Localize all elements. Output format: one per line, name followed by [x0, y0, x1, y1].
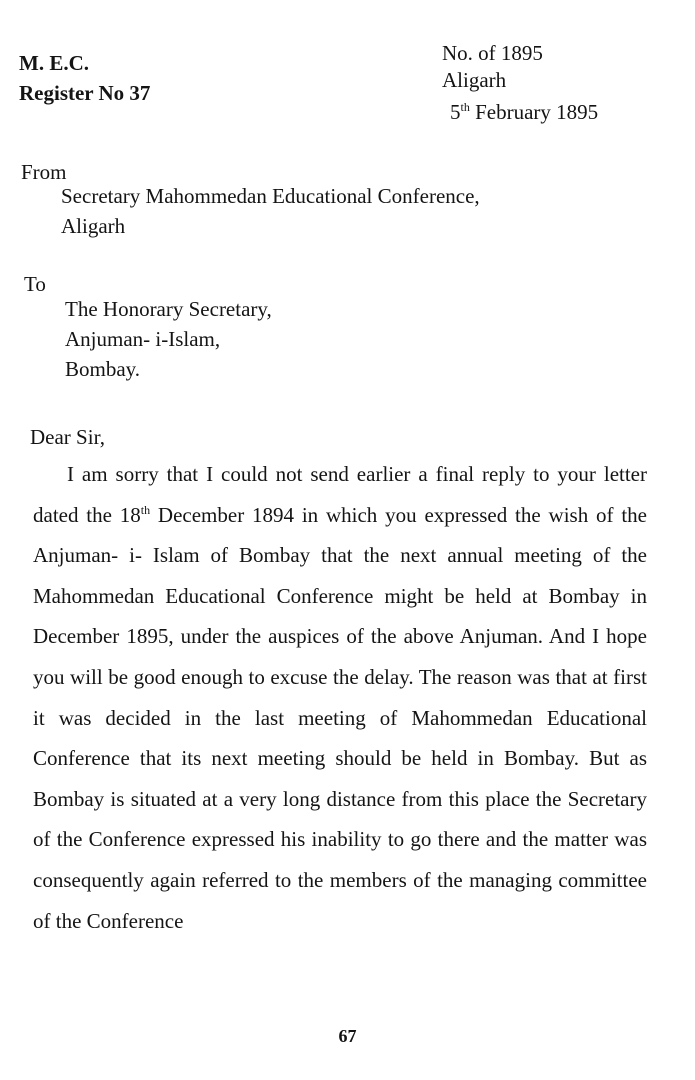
mec-label: M. E.C.: [19, 51, 89, 75]
letter-date: [442, 94, 598, 126]
to-address: [65, 294, 272, 384]
page-number: 67: [338, 1026, 357, 1046]
letter-body-paragraph: [33, 454, 647, 941]
date-month-year: February 1895: [469, 100, 599, 124]
date-day: 5: [450, 100, 461, 124]
body-text-continued: December 1894 in which you expressed the wish of the Anjuman- i- Islam of Bombay that the next annual meeting of the Mahommedan Educational Conference might be held at Bombay in December 1895, under the auspices of the above Anjuman. And I hope you will be good enough to excuse the delay. The reason was that at first it was decided in the last meeting of Mahommedan Educational Conference that its next meeting should be held in Bombay. But as Bombay is situated at a very long distance from this place the Secretary of the Conference expressed his inability to go there and the matter was consequently again referred to the members of the managing committee of the Conference: [33, 502, 647, 933]
from-line-1: Secretary Mahommedan Educational Conference,: [61, 184, 480, 208]
date-ordinal: th: [460, 100, 470, 114]
from-line-2: Aligarh: [61, 214, 126, 238]
register-number: Register No 37: [19, 81, 151, 105]
salutation: Dear Sir,: [30, 425, 105, 449]
register-header: [19, 48, 150, 108]
from-label: From: [21, 160, 67, 184]
to-line-3: Bombay.: [65, 357, 141, 381]
letter-place: Aligarh: [442, 68, 507, 92]
body-date-ordinal: th: [140, 502, 151, 517]
to-line-2: Anjuman- i-Islam,: [65, 327, 221, 351]
to-label: To: [24, 272, 46, 296]
letter-number: No. of 1895: [442, 41, 543, 65]
body-text-start: I am sorry that I could not send earlier a final reply to your letter dated the 18: [33, 462, 647, 527]
to-line-1: The Honorary Secretary,: [65, 297, 272, 321]
from-address: [61, 181, 480, 241]
letter-reference-header: [442, 40, 598, 126]
